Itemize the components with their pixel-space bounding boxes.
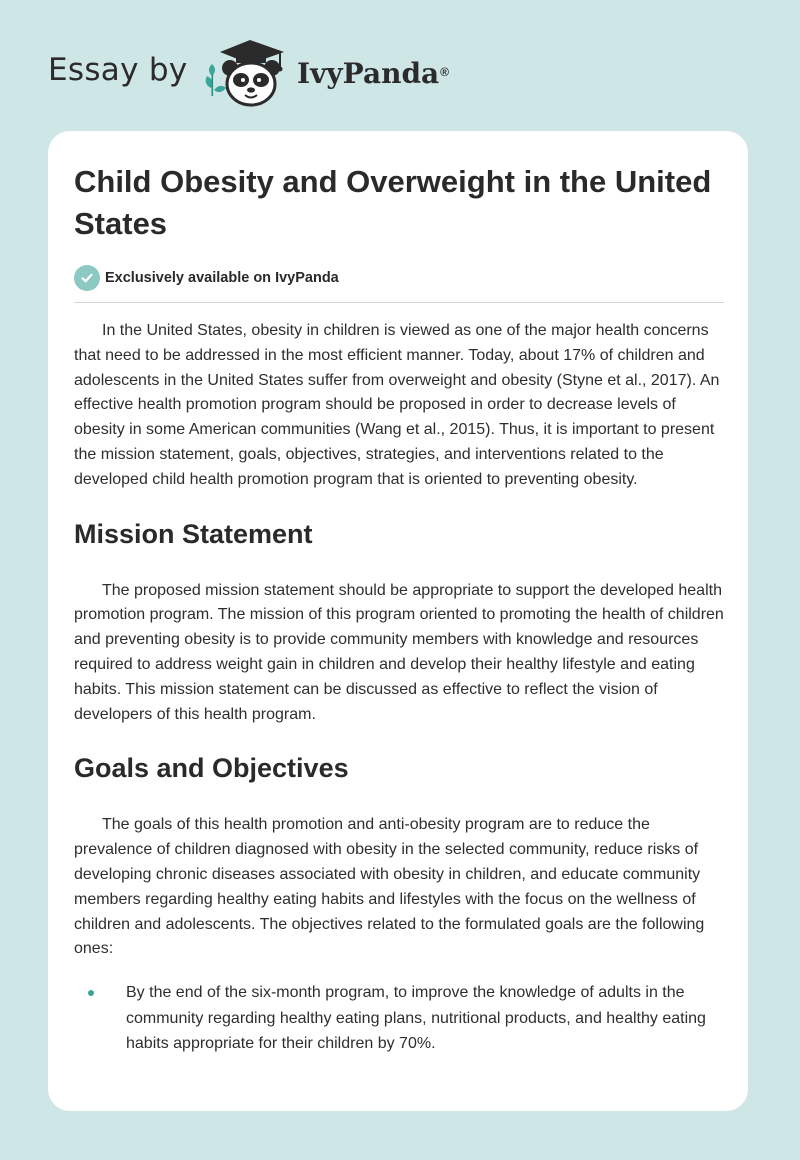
brand-name-text: IvyPanda <box>297 57 440 90</box>
article-content <box>74 161 724 1056</box>
article-title: Child Obesity and Overweight in the United States <box>74 164 712 241</box>
panda-graduate-logo-icon[interactable] <box>200 34 300 110</box>
exclusive-badge <box>74 265 724 291</box>
site-header <box>0 0 800 130</box>
exclusive-label: Exclusively available on IvyPanda <box>105 270 339 286</box>
goals-objectives-paragraph: The goals of this health promotion and anti-obesity program are to reduce the prevalence of children diagnosed with obesity in the selected community, reduce risks of developing chronic diseases associated with obesity in children, and educate community members regarding healthy eating habits and lifestyles with the focus on the wellness of children and adolescents. The objectives related to the formulated goals are the following ones: <box>74 816 705 958</box>
registered-mark: ® <box>440 65 450 79</box>
bullet-dot-icon <box>88 990 94 996</box>
objectives-list <box>74 980 724 1056</box>
list-item-text: By the end of the six-month program, to improve the knowledge of adults in the community regarding healthy eating plans, nutritional products, and healthy eating habits appropriate for their children by 70%. <box>126 984 706 1052</box>
intro-paragraph: In the United States, obesity in children is viewed as one of the major health concerns that need to be addressed in the most efficient manner. Today, about 17% of children and adolescents in the United States suffer from overweight and obesity (Styne et al., 2017). An effective health promotion program should be proposed in order to decrease levels of obesity in some American communities (Wang et al., 2015). Thus, it is important to present the mission statement, goals, objectives, strategies, and interventions related to the developed child health promotion program that is oriented to preventing obesity. <box>74 322 720 488</box>
list-item <box>74 980 724 1056</box>
goals-objectives-heading: Goals and Objectives <box>74 753 349 784</box>
mission-statement-heading: Mission Statement <box>74 518 313 549</box>
article-card <box>48 131 748 1111</box>
essay-by-label: Essay by <box>48 52 188 88</box>
brand-name[interactable] <box>297 54 449 94</box>
title-divider <box>74 302 724 303</box>
mission-statement-paragraph: The proposed mission statement should be appropriate to support the developed health promotion program. The mission of this program oriented to promoting the health of children and preventing obesity is to provide community members with knowledge and resources required to address weight gain in children and develop their healthy lifestyle and eating habits. This mission statement can be discussed as effective to reflect the vision of developers of this health program. <box>74 581 724 723</box>
check-circle-icon <box>74 265 100 291</box>
